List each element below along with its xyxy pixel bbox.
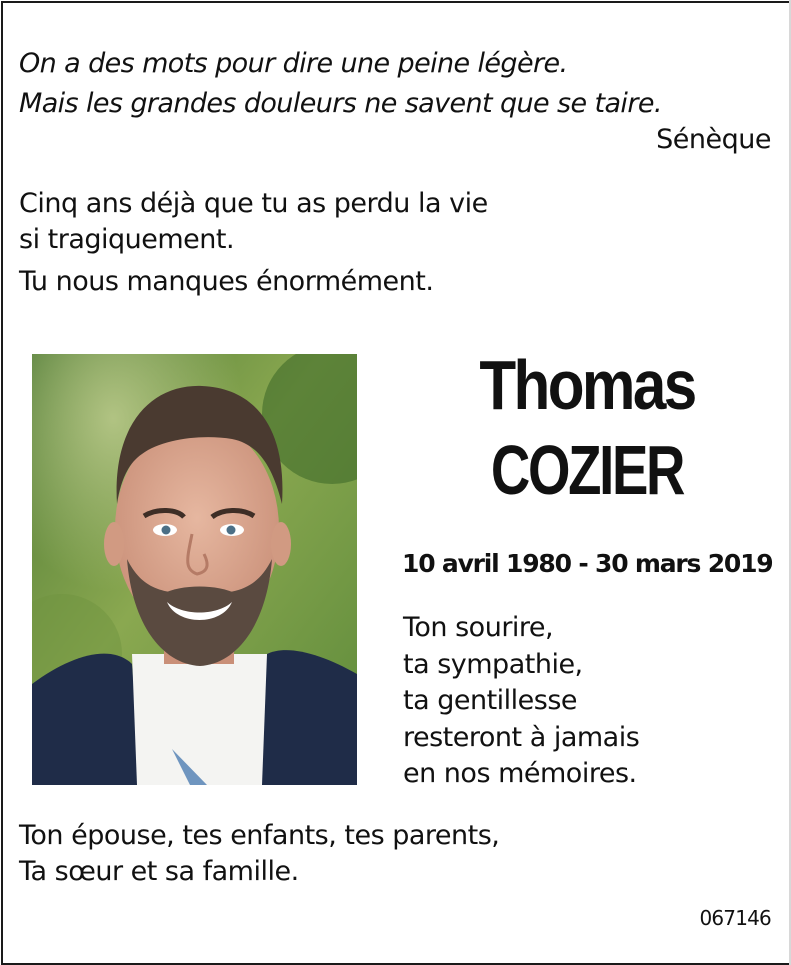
epigraph-quote bbox=[19, 44, 662, 124]
deceased-last-name: COZIER bbox=[490, 431, 684, 509]
life-dates: 10 avril 1980 - 30 mars 2019 bbox=[402, 549, 773, 578]
intro-line: Cinq ans déjà que tu as perdu la vie bbox=[19, 188, 488, 219]
intro-text bbox=[19, 186, 488, 300]
quote-author: Sénèque bbox=[656, 124, 771, 155]
deceased-first-name: Thomas bbox=[479, 346, 695, 424]
family-signature bbox=[19, 818, 499, 890]
tribute-text bbox=[403, 610, 639, 793]
portrait-photo bbox=[32, 354, 357, 785]
signature-line: Ta sœur et sa famille. bbox=[19, 856, 299, 887]
tribute-line: ta gentillesse bbox=[403, 685, 578, 716]
quote-line: Mais les grandes douleurs ne savent que se taire. bbox=[19, 88, 662, 119]
intro-line: si tragiquement. bbox=[19, 224, 235, 255]
intro-line: Tu nous manques énormément. bbox=[19, 266, 434, 297]
signature-line: Ton épouse, tes enfants, tes parents, bbox=[19, 820, 500, 851]
quote-line: On a des mots pour dire une peine légère. bbox=[19, 48, 568, 79]
reference-number: 067146 bbox=[699, 906, 771, 930]
tribute-line: resteront à jamais bbox=[403, 721, 640, 753]
tribute-line: en nos mémoires. bbox=[403, 758, 637, 789]
tribute-line: Ton sourire, bbox=[403, 612, 554, 643]
tribute-line: ta sympathie, bbox=[403, 648, 583, 680]
